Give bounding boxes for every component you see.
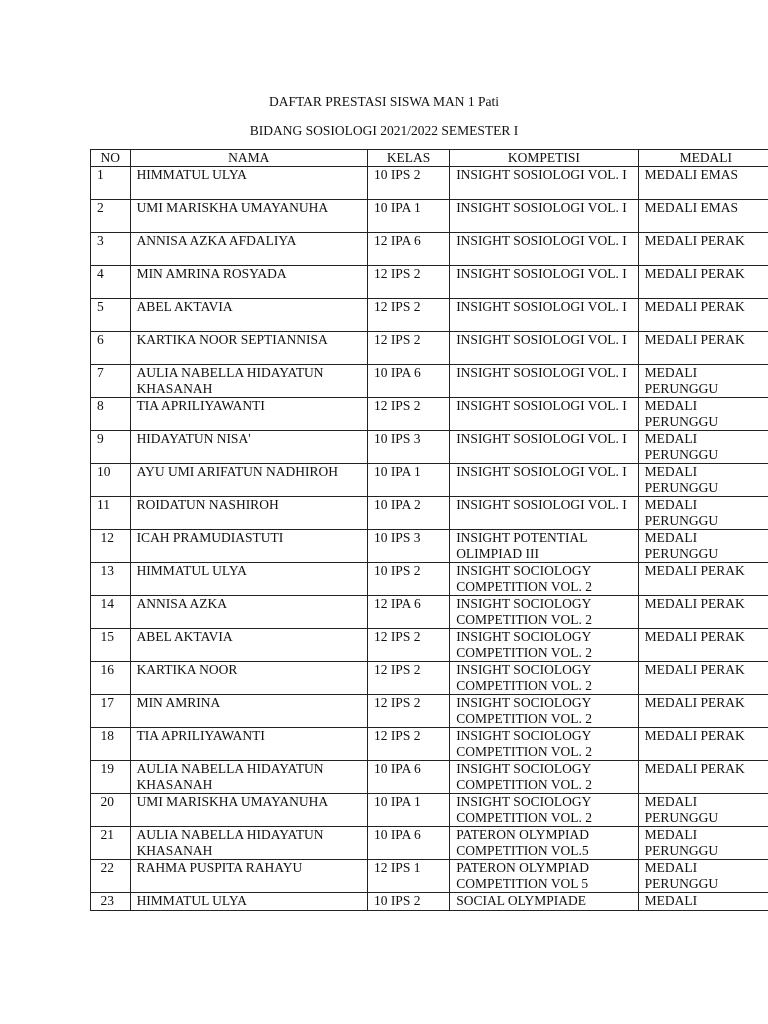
cell-kompetisi: INSIGHT SOSIOLOGI VOL. I [450,200,638,233]
cell-medali: MEDALI PERAK [638,695,768,728]
table-row [91,431,768,464]
cell-kelas: 12 IPS 2 [367,332,449,365]
cell-nama: AYU UMI ARIFATUN NADHIROH [130,464,367,497]
table-row [91,365,768,398]
cell-no: 13 [91,563,131,596]
cell-kelas: 12 IPS 2 [367,728,449,761]
cell-medali: MEDALI PERAK [638,596,768,629]
cell-no: 20 [91,794,131,827]
cell-kompetisi: INSIGHT SOSIOLOGI VOL. I [450,167,638,200]
cell-medali: MEDALI PERUNGGU [638,431,768,464]
cell-nama: MIN AMRINA [130,695,367,728]
cell-no: 1 [91,167,131,200]
cell-kompetisi: INSIGHT SOSIOLOGI VOL. I [450,266,638,299]
cell-medali: MEDALI PERUNGGU [638,530,768,563]
cell-nama: UMI MARISKHA UMAYANUHA [130,200,367,233]
cell-no: 12 [91,530,131,563]
cell-kelas: 10 IPA 6 [367,365,449,398]
cell-kelas: 10 IPS 3 [367,431,449,464]
cell-nama: AULIA NABELLA HIDAYATUN KHASANAH [130,827,367,860]
cell-no: 19 [91,761,131,794]
cell-kelas: 12 IPS 2 [367,398,449,431]
cell-medali: MEDALI EMAS [638,167,768,200]
cell-kelas: 12 IPS 2 [367,629,449,662]
cell-kelas: 10 IPS 2 [367,893,449,911]
cell-kelas: 10 IPA 1 [367,464,449,497]
cell-nama: HIMMATUL ULYA [130,893,367,911]
header-medali: MEDALI [638,150,768,167]
cell-kelas: 10 IPS 3 [367,530,449,563]
cell-kompetisi: INSIGHT SOSIOLOGI VOL. I [450,299,638,332]
table-row [91,167,768,200]
cell-medali: MEDALI PERAK [638,761,768,794]
document-title: DAFTAR PRESTASI SISWA MAN 1 Pati [268,94,499,109]
cell-medali: MEDALI PERUNGGU [638,365,768,398]
cell-medali: MEDALI PERUNGGU [638,827,768,860]
cell-no: 11 [91,497,131,530]
cell-nama: ICAH PRAMUDIASTUTI [130,530,367,563]
cell-no: 10 [91,464,131,497]
cell-kelas: 12 IPS 2 [367,299,449,332]
cell-medali: MEDALI PERAK [638,629,768,662]
cell-medali: MEDALI [638,893,768,911]
cell-no: 22 [91,860,131,893]
table-row [91,497,768,530]
cell-nama: HIMMATUL ULYA [130,167,367,200]
cell-kelas: 10 IPA 6 [367,827,449,860]
table-row [91,695,768,728]
cell-no: 21 [91,827,131,860]
table-row [91,761,768,794]
cell-kelas: 10 IPA 2 [367,497,449,530]
cell-nama: KARTIKA NOOR SEPTIANNISA [130,332,367,365]
cell-kelas: 12 IPA 6 [367,233,449,266]
cell-kelas: 12 IPS 2 [367,662,449,695]
cell-no: 17 [91,695,131,728]
header-kompetisi: KOMPETISI [450,150,638,167]
header-nama: NAMA [130,150,367,167]
table-row [91,233,768,266]
cell-medali: MEDALI PERUNGGU [638,860,768,893]
cell-nama: AULIA NABELLA HIDAYATUN KHASANAH [130,365,367,398]
cell-medali: MEDALI PERUNGGU [638,794,768,827]
table-row [91,299,768,332]
cell-kompetisi: INSIGHT SOSIOLOGI VOL. I [450,398,638,431]
table-row [91,860,768,893]
cell-medali: MEDALI EMAS [638,200,768,233]
cell-medali: MEDALI PERAK [638,728,768,761]
table-row [91,563,768,596]
cell-nama: HIDAYATUN NISA' [130,431,367,464]
cell-nama: KARTIKA NOOR [130,662,367,695]
header-kelas: KELAS [367,150,449,167]
cell-no: 18 [91,728,131,761]
cell-kompetisi: PATERON OLYMPIAD COMPETITION VOL 5 [450,860,638,893]
cell-medali: MEDALI PERAK [638,563,768,596]
cell-nama: HIMMATUL ULYA [130,563,367,596]
table-row [91,398,768,431]
table-body [91,167,768,911]
table-row [91,596,768,629]
cell-kompetisi: INSIGHT SOCIOLOGY COMPETITION VOL. 2 [450,629,638,662]
cell-kompetisi: PATERON OLYMPIAD COMPETITION VOL.5 [450,827,638,860]
table-row [91,629,768,662]
cell-medali: MEDALI PERAK [638,266,768,299]
cell-medali: MEDALI PERUNGGU [638,497,768,530]
table-row [91,728,768,761]
cell-kompetisi: INSIGHT SOSIOLOGI VOL. I [450,332,638,365]
achievement-table [90,149,768,911]
cell-kompetisi: INSIGHT SOSIOLOGI VOL. I [450,464,638,497]
cell-no: 23 [91,893,131,911]
cell-nama: ABEL AKTAVIA [130,629,367,662]
cell-kompetisi: INSIGHT SOCIOLOGY COMPETITION VOL. 2 [450,728,638,761]
cell-no: 9 [91,431,131,464]
cell-no: 6 [91,332,131,365]
cell-medali: MEDALI PERAK [638,299,768,332]
cell-kompetisi: INSIGHT SOCIOLOGY COMPETITION VOL. 2 [450,662,638,695]
table-row [91,827,768,860]
cell-medali: MEDALI PERAK [638,332,768,365]
cell-no: 2 [91,200,131,233]
cell-nama: TIA APRILIYAWANTI [130,398,367,431]
cell-medali: MEDALI PERAK [638,233,768,266]
cell-kompetisi: INSIGHT SOCIOLOGY COMPETITION VOL. 2 [450,761,638,794]
cell-medali: MEDALI PERAK [638,662,768,695]
cell-kelas: 12 IPS 2 [367,695,449,728]
table-row [91,464,768,497]
cell-kelas: 12 IPA 6 [367,596,449,629]
cell-kelas: 10 IPA 1 [367,200,449,233]
cell-nama: AULIA NABELLA HIDAYATUN KHASANAH [130,761,367,794]
cell-kelas: 10 IPS 2 [367,167,449,200]
cell-kelas: 10 IPS 2 [367,563,449,596]
cell-medali: MEDALI PERUNGGU [638,398,768,431]
cell-kelas: 12 IPS 1 [367,860,449,893]
cell-nama: ABEL AKTAVIA [130,299,367,332]
cell-kompetisi: INSIGHT SOCIOLOGY COMPETITION VOL. 2 [450,695,638,728]
cell-nama: UMI MARISKHA UMAYANUHA [130,794,367,827]
cell-no: 16 [91,662,131,695]
cell-no: 3 [91,233,131,266]
cell-kompetisi: INSIGHT SOSIOLOGI VOL. I [450,365,638,398]
cell-no: 5 [91,299,131,332]
cell-kompetisi: INSIGHT SOSIOLOGI VOL. I [450,497,638,530]
cell-kompetisi: INSIGHT SOSIOLOGI VOL. I [450,431,638,464]
cell-nama: ANNISA AZKA [130,596,367,629]
cell-no: 14 [91,596,131,629]
table-row [91,662,768,695]
cell-no: 8 [91,398,131,431]
cell-kompetisi: INSIGHT SOCIOLOGY COMPETITION VOL. 2 [450,794,638,827]
cell-kelas: 12 IPS 2 [367,266,449,299]
cell-medali: MEDALI PERUNGGU [638,464,768,497]
cell-kelas: 10 IPA 6 [367,761,449,794]
cell-kelas: 10 IPA 1 [367,794,449,827]
cell-nama: ANNISA AZKA AFDALIYA [130,233,367,266]
cell-nama: RAHMA PUSPITA RAHAYU [130,860,367,893]
table-row [91,893,768,911]
cell-kompetisi: SOCIAL OLYMPIADE [450,893,638,911]
table-row [91,266,768,299]
cell-no: 4 [91,266,131,299]
cell-kompetisi: INSIGHT POTENTIAL OLIMPIAD III [450,530,638,563]
cell-nama: ROIDATUN NASHIROH [130,497,367,530]
table-row [91,200,768,233]
table-row [91,794,768,827]
cell-no: 7 [91,365,131,398]
cell-kompetisi: INSIGHT SOCIOLOGY COMPETITION VOL. 2 [450,596,638,629]
cell-nama: MIN AMRINA ROSYADA [130,266,367,299]
cell-kompetisi: INSIGHT SOSIOLOGI VOL. I [450,233,638,266]
cell-no: 15 [91,629,131,662]
document-subtitle: BIDANG SOSIOLOGI 2021/2022 SEMESTER I [249,123,519,138]
header-no: NO [91,150,131,167]
table-header-row [91,150,768,167]
cell-nama: TIA APRILIYAWANTI [130,728,367,761]
cell-kompetisi: INSIGHT SOCIOLOGY COMPETITION VOL. 2 [450,563,638,596]
table-row [91,332,768,365]
table-row [91,530,768,563]
